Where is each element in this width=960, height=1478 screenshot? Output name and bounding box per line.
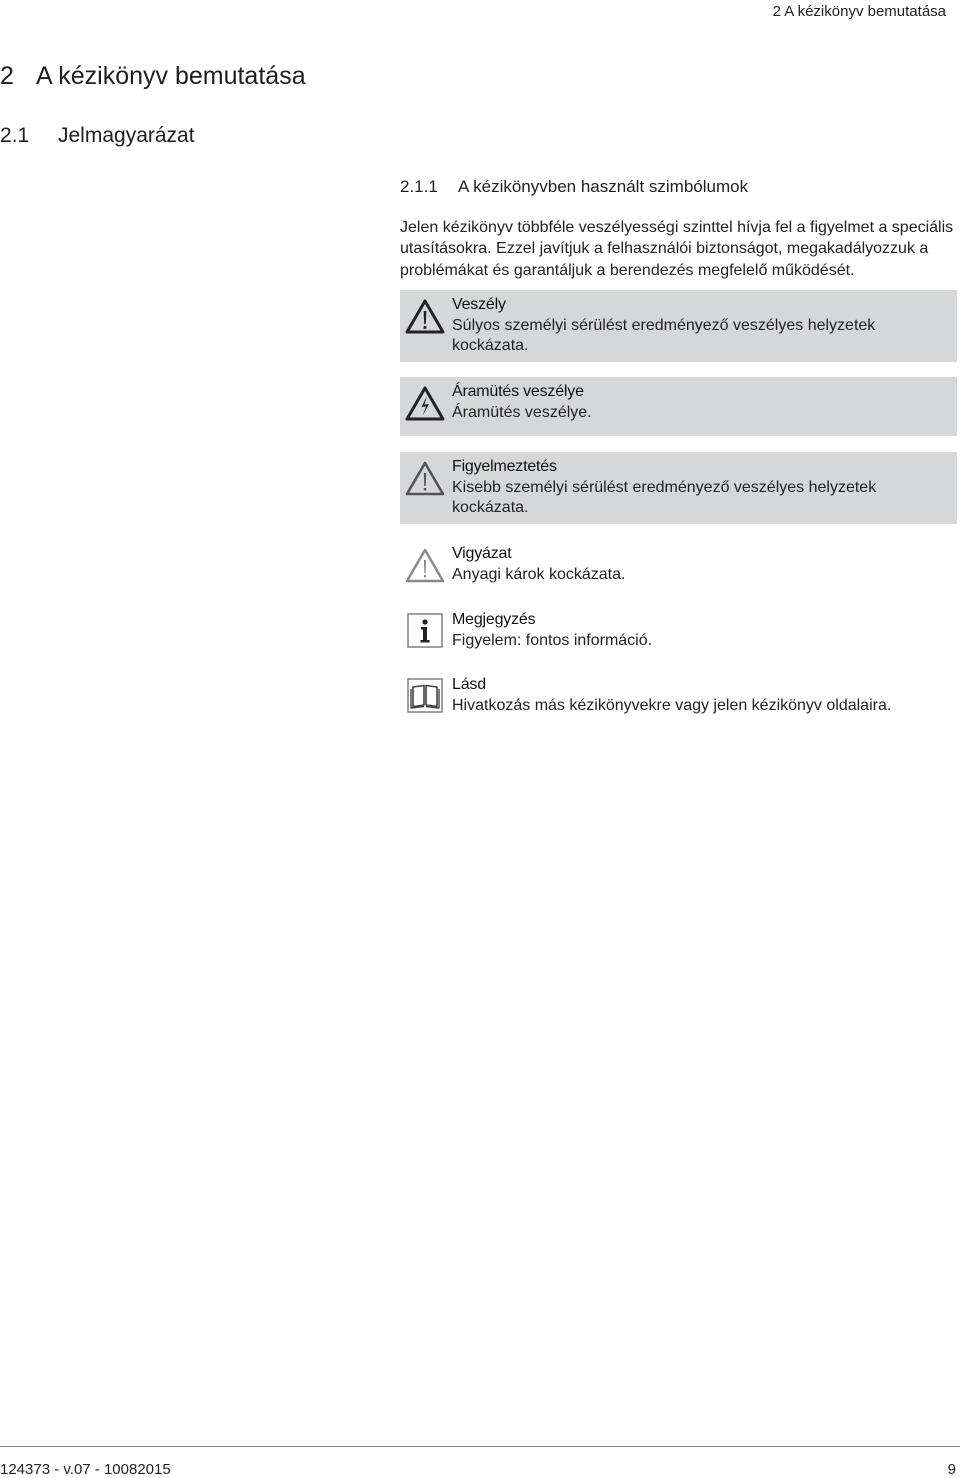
caution-triangle-icon	[405, 547, 445, 585]
footer-doc-ref: 124373 - v.07 - 10082015	[0, 1461, 171, 1478]
warning-triangle-icon	[405, 460, 445, 498]
chapter-number: 2	[0, 62, 14, 90]
notice-title: Veszély	[452, 296, 506, 313]
chapter-heading	[0, 62, 306, 91]
notice-body: Áramütés veszélye.	[452, 403, 592, 421]
notice-danger	[400, 290, 957, 362]
notice-title: Megjegyzés	[452, 611, 536, 628]
section-number: 2.1	[0, 124, 30, 147]
notice-body: Anyagi károk kockázata.	[452, 565, 626, 583]
warning-triangle-icon	[405, 298, 445, 336]
running-header: 2 A kézikönyv bemutatása	[772, 3, 946, 20]
section-heading	[0, 124, 195, 148]
subsection-number: 2.1.1	[400, 177, 438, 196]
notice-see	[400, 670, 957, 722]
notice-note	[400, 605, 957, 657]
notice-body: Figyelem: fontos információ.	[452, 631, 653, 649]
intro-paragraph: Jelen kézikönyv többféle veszélyességi szinttel hívja fel a figyelmet a speciális utasításokra. Ezzel javítjuk a felhasználói biztonságot, megakadályozzuk a problémákat és garantáljuk a berendezés megfelelő működését.	[400, 219, 954, 279]
footer-rule	[0, 1446, 960, 1447]
notice-title: Figyelmeztetés	[452, 458, 557, 475]
info-icon	[405, 611, 445, 649]
section-title: Jelmagyarázat	[58, 124, 195, 147]
chapter-title: A kézikönyv bemutatása	[36, 62, 306, 90]
electric-shock-icon	[405, 385, 445, 423]
book-icon	[405, 676, 445, 714]
notice-title: Áramütés veszélye	[452, 383, 584, 400]
subsection-heading	[400, 177, 748, 197]
notice-body: Kisebb személyi sérülést eredményező veszélyes helyzetek kockázata.	[452, 478, 877, 516]
footer-page-number: 9	[947, 1461, 956, 1478]
subsection-title: A kézikönyvben használt szimbólumok	[458, 177, 749, 196]
notice-body: Súlyos személyi sérülést eredményező veszélyes helyzetek kockázata.	[452, 316, 876, 354]
notice-warning	[400, 452, 957, 524]
notice-body: Hivatkozás más kézikönyvekre vagy jelen kézikönyv oldalaira.	[452, 696, 892, 714]
notice-title: Vigyázat	[452, 545, 512, 562]
notice-caution	[400, 539, 957, 591]
notice-title: Lásd	[452, 676, 486, 693]
notice-electric-shock	[400, 377, 957, 436]
